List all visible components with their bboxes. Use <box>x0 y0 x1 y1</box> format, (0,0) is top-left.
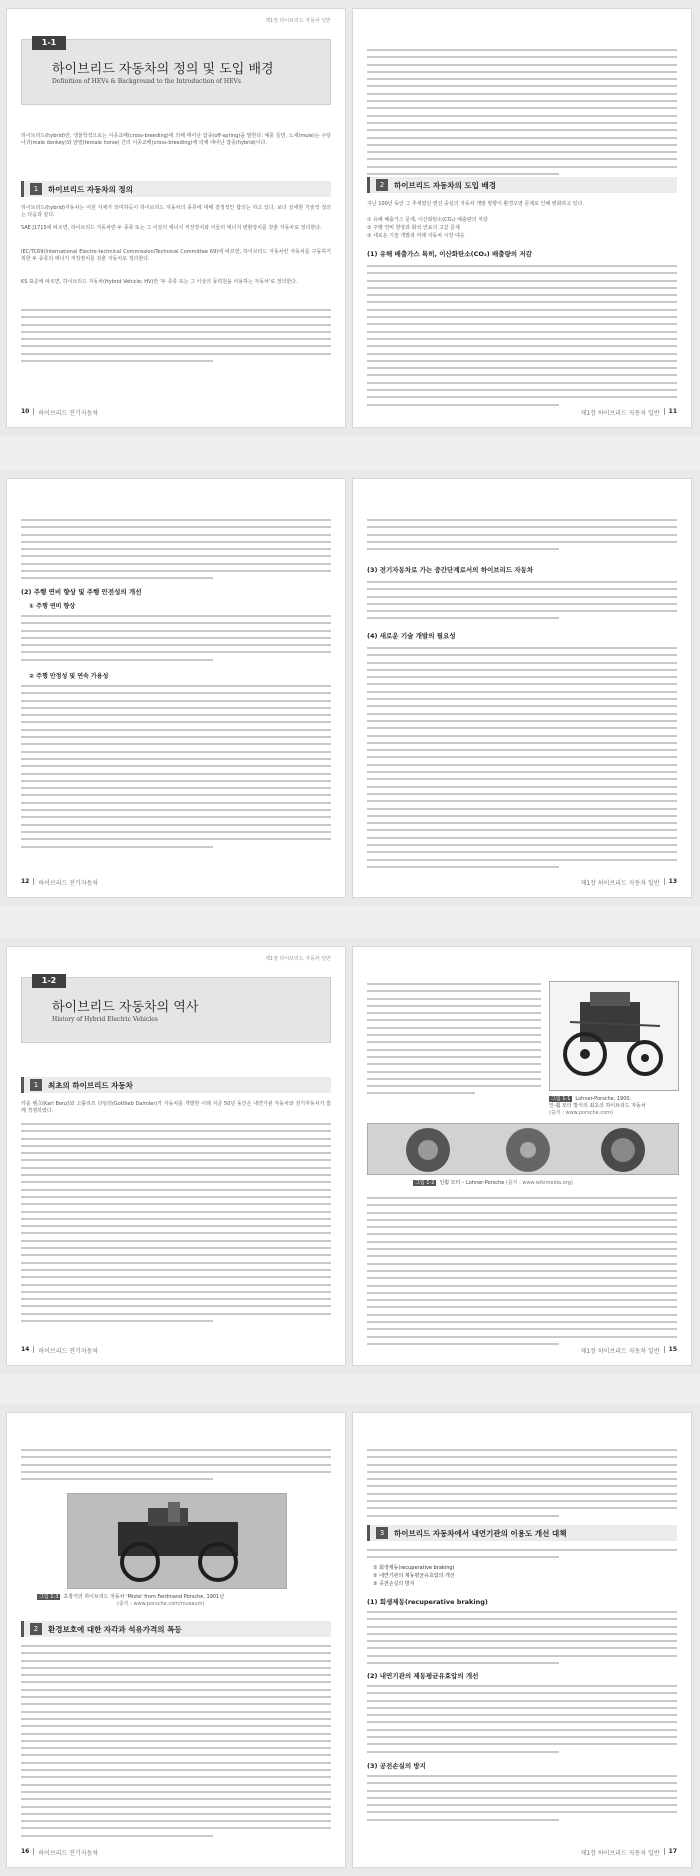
page-12 <box>6 478 346 898</box>
body-text-lines <box>367 1197 677 1350</box>
footer-divider <box>33 408 34 415</box>
running-head: 제1장 하이브리드 자동차 일반 <box>265 956 331 962</box>
section-number: 1 <box>30 1079 42 1091</box>
page-footer <box>21 1346 98 1355</box>
page-footer <box>21 1848 98 1857</box>
page-number: 11 <box>668 408 677 415</box>
section-header <box>367 177 677 193</box>
page-footer <box>21 878 98 887</box>
footer-divider <box>664 878 665 885</box>
body-text-lines <box>367 983 541 1100</box>
page-number: 14 <box>21 1346 30 1353</box>
list-item: ① 회생제동(recuperative braking) <box>373 1565 455 1571</box>
figure-caption-text: 초창기의 하이브리드 자동차 'Mixte' from Ferdinand Porsche, 1901년 <box>63 1594 225 1600</box>
chapter-number: 1-1 <box>32 36 66 50</box>
list-item: ① 유해 배출가스 문제, 이산화탄소(CO₂) 배출량의 저감 <box>367 217 488 223</box>
body-text-lines <box>367 581 677 625</box>
page-footer <box>581 408 677 417</box>
footer-title: 제1장 하이브리드 자동차 일반 <box>580 1348 660 1355</box>
spread-1 <box>0 0 700 436</box>
chapter-title-box <box>21 977 331 1043</box>
subsection-heading: (3) 공전손실의 방지 <box>367 1762 426 1770</box>
section-paragraph-sae: SAE J1715에 따르면, 하이브리드 자동차란 두 종류 또는 그 이상의 에너지 저장장치와 이들의 에너지 변환장치를 갖춘 자동차로 정의한다. <box>21 225 322 231</box>
chapter-subtitle: Definition of HEVs & Background to the Introduction of HEVs <box>52 78 241 85</box>
page-17 <box>352 1412 692 1868</box>
subsection-heading: (3) 전기자동차로 가는 중간단계로서의 하이브리드 자동차 <box>367 566 534 574</box>
chapter-title: 하이브리드 자동차의 정의 및 도입 배경 <box>52 62 274 77</box>
body-text-lines <box>21 309 331 367</box>
spread-2 <box>0 470 700 906</box>
body-text-lines <box>21 685 331 853</box>
page-11 <box>352 8 692 428</box>
section-paragraph: 카를 벤츠(Karl Benz)와 고틀리프 다임러(Gottlieb Daimler)가 자동차를 개발한 이래 지금 50년 동안은 내연기관 자동차와 전기자동차가 함께 경쟁하였다. <box>21 1101 331 1115</box>
subsection-heading: (1) 유해 배출가스 특히, 이산화탄소(CO₂) 배출량의 저감 <box>367 250 532 258</box>
section-paragraph-ks: KS 표준에 따르면, 하이브리드 자동차(Hybrid Vehicle; HV)란 '두 종류 또는 그 이상의 동력원을 사용하는 자동차'로 정의한다. <box>21 279 298 285</box>
footer-title: 하이브리드 전기자동차 <box>38 1850 99 1857</box>
page-14 <box>6 946 346 1366</box>
page-16 <box>6 1412 346 1868</box>
section-title: 하이브리드 자동차의 정의 <box>48 185 133 194</box>
figure-caption <box>413 1179 573 1186</box>
page-number: 10 <box>21 408 30 415</box>
spread-3 <box>0 938 700 1374</box>
subsection-heading: (4) 새로운 기술 개발의 필요성 <box>367 632 456 640</box>
footer-title: 제1장 하이브리드 자동차 일반 <box>580 410 660 417</box>
list-item: ② 내연기관의 제동평균유효압의 개선 <box>373 1573 455 1579</box>
body-text-lines <box>21 1123 331 1327</box>
page-footer <box>581 878 677 887</box>
figure-source: (출처 : www.porsche.com/museum) <box>117 1601 205 1607</box>
list-item: ③ 공전손실의 방지 <box>373 1581 415 1587</box>
footer-divider <box>33 1848 34 1855</box>
footer-title: 하이브리드 전기자동차 <box>38 880 99 887</box>
footer-title: 제1장 하이브리드 자동차 일반 <box>580 880 660 887</box>
footer-divider <box>664 1848 665 1855</box>
section-header <box>21 181 331 197</box>
page-number: 15 <box>668 1346 677 1353</box>
figure-caption-text-2: 인-휠 모터 방식의 최초의 하이브리드 자동차 <box>549 1103 646 1109</box>
footer-divider <box>33 1346 34 1353</box>
footer-divider <box>33 878 34 885</box>
section-header <box>21 1621 331 1637</box>
page-number: 17 <box>668 1848 677 1855</box>
section-number: 1 <box>30 183 42 195</box>
subsection-item: ① 주행 연비 향상 <box>29 603 76 610</box>
page-13 <box>352 478 692 898</box>
section-title: 하이브리드 자동차에서 내연기관의 이용도 개선 대책 <box>394 1529 567 1538</box>
chapter-title: 하이브리드 자동차의 역사 <box>52 1000 199 1015</box>
body-text-lines <box>21 615 331 666</box>
page-number: 16 <box>21 1848 30 1855</box>
page-footer <box>581 1346 677 1355</box>
figure-source: (출처 : www.porsche.com) <box>549 1110 613 1116</box>
page-15 <box>352 946 692 1366</box>
subsection-heading: (2) 내연기관의 제동평균유효압의 개선 <box>367 1672 479 1680</box>
section-paragraph: 하이브리드(hybrid)자동차는 어원 자체가 의미하듯이 하이브리드 자동차의 종류에 대해 결정적인 합의는 하고 있다. 보다 상세한 기술적 정의는 다음과 같다. <box>21 205 331 219</box>
figure-tag: 그림 1-3 <box>39 1594 59 1600</box>
figure-in-wheel-motor-photo <box>367 1123 679 1175</box>
section-paragraph-iec: IEC/TC69(International Electro-technical Commission/Technical Committee 69)에 따르면, 하이브리드 자동차란 자동차를 구동하기 위한 두 종류의 에너지 저장장치를 갖춘 자동차로 정의한다. <box>21 249 331 263</box>
section-header <box>21 1077 331 1093</box>
spread-4 <box>0 1404 700 1876</box>
page-footer <box>581 1848 677 1857</box>
wheel-illustration <box>368 1124 679 1175</box>
figure-caption-text: Lohner-Porsche, 1900. <box>575 1096 632 1102</box>
subsection-item: ② 주행 안정성 및 연속 가용성 <box>29 673 109 680</box>
mixte-car-illustration <box>68 1494 287 1589</box>
chapter-subtitle: History of Hybrid Electric Vehicles <box>52 1016 158 1023</box>
body-text-lines <box>367 1449 677 1522</box>
footer-divider <box>664 408 665 415</box>
page-number: 12 <box>21 878 30 885</box>
figure-tag: 그림 1-1 <box>551 1096 571 1102</box>
body-text-lines <box>367 519 677 555</box>
chapter-title-box <box>21 39 331 105</box>
figure-tag: 그림 1-2 <box>415 1180 435 1186</box>
body-text-lines <box>367 647 677 873</box>
figure-caption <box>549 1095 681 1116</box>
chapter-intro: 하이브리드(hybrid)란, 생물학적으로는 이종교배(cross-breeding)에 의해 태어난 잡종(off-spring)을 말한다. 예를 들면, 노새(mule)는 수탕나귀(male donkey)와 암말(female horse) 간의 이종교배(cross-breeding)에 의해 태어난 잡종(hybrid)이다. <box>21 133 331 147</box>
figure-lohner-porsche-photo <box>549 981 679 1091</box>
section-title: 하이브리드 자동차의 도입 배경 <box>394 181 497 190</box>
figure-caption-text: 인휠 모터 – Lohner-Porsche <box>439 1180 505 1186</box>
body-text-lines <box>367 1775 677 1826</box>
section-title: 최초의 하이브리드 자동차 <box>48 1081 133 1090</box>
footer-title: 제1장 하이브리드 자동차 일반 <box>580 1850 660 1857</box>
page-number: 13 <box>668 878 677 885</box>
footer-divider <box>664 1346 665 1353</box>
figure-caption <box>37 1593 327 1607</box>
footer-title: 하이브리드 전기자동차 <box>38 410 99 417</box>
subsection-heading: (2) 주행 연비 향상 및 주행 안전성의 개선 <box>21 588 142 596</box>
body-text-lines <box>21 519 331 585</box>
section-title: 환경보호에 대한 자각과 석유가격의 폭등 <box>48 1625 182 1634</box>
body-text-lines <box>21 1645 331 1842</box>
section-number: 3 <box>376 1527 388 1539</box>
figure-mixte-photo <box>67 1493 287 1589</box>
chapter-number: 1-2 <box>32 974 66 988</box>
section-header <box>367 1525 677 1541</box>
body-text-lines <box>367 265 677 411</box>
body-text-lines <box>367 49 677 180</box>
list-item: ③ 새로운 기술 개발과 미래 자동차 시장 대응 <box>367 233 465 239</box>
car-illustration <box>550 982 679 1091</box>
section-number: 2 <box>376 179 388 191</box>
body-text-lines <box>367 1685 677 1758</box>
body-text-lines <box>367 1611 677 1669</box>
running-head: 제1장 하이브리드 자동차 일반 <box>265 18 331 24</box>
list-item: ② 주행 연비 향상과 화석 연료의 고갈 문제 <box>367 225 460 231</box>
section-paragraph: 지난 100년 동안 그 추세였던 엔진 중심의 자동차 개발 방향이 환경오염 문제로 인해 변화하고 있다. <box>367 201 584 207</box>
section-number: 2 <box>30 1623 42 1635</box>
page-10 <box>6 8 346 428</box>
figure-source: (출처 : www.wikimedia.org) <box>505 1180 573 1186</box>
subsection-heading: (1) 회생제동(recuperative braking) <box>367 1598 488 1606</box>
body-text-lines <box>21 1449 331 1485</box>
page-footer <box>21 408 98 417</box>
footer-title: 하이브리드 전기자동차 <box>38 1348 99 1355</box>
body-text-lines <box>367 1549 677 1564</box>
